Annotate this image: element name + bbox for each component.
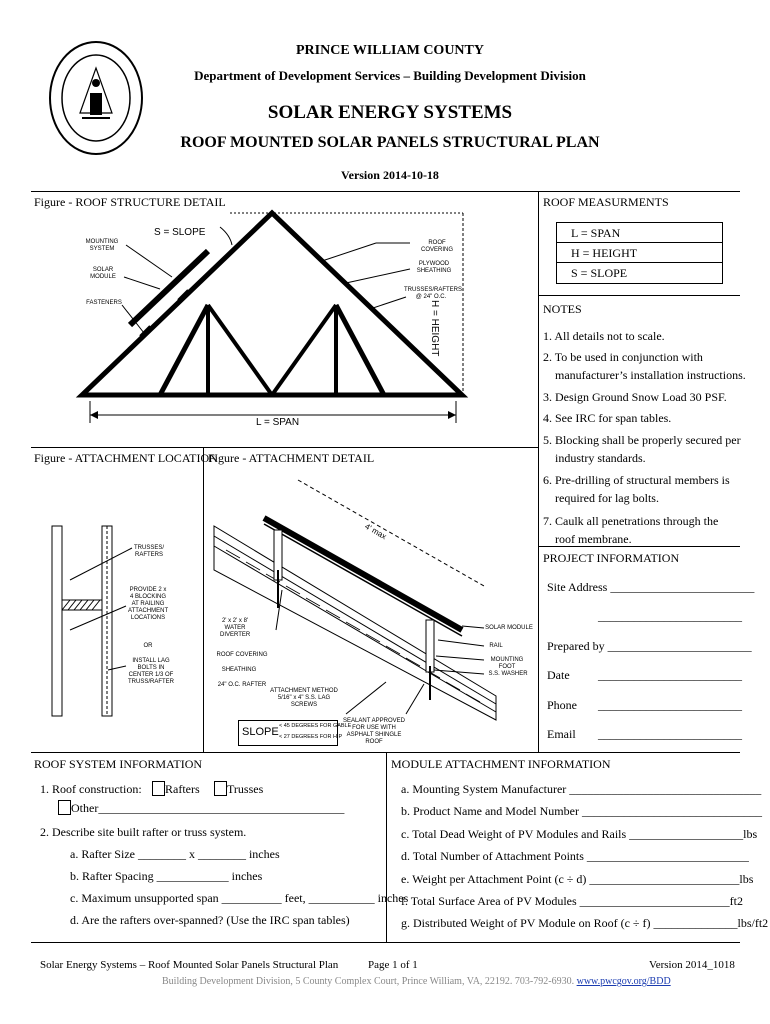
rafter-size-field[interactable]: a. Rafter Size ________ x ________ inches (70, 847, 280, 861)
roof-detail-title: Figure - ROOF STRUCTURE DETAIL (34, 195, 226, 209)
divider (31, 942, 740, 943)
label-trusses-rafters: TRUSSES/RAFTERS @ 24" O.C. (404, 287, 463, 300)
footer-address (162, 976, 671, 987)
rafters-checkbox[interactable] (152, 781, 165, 796)
model-field[interactable]: b. Product Name and Model Number ______________________________ (401, 804, 762, 818)
date-label: Date (547, 668, 570, 682)
roof-system-title: ROOF SYSTEM INFORMATION (34, 757, 203, 771)
phone-label: Phone (547, 698, 577, 712)
surface-area-field[interactable]: f. Total Surface Area of PV Modules _________________________ft2 (401, 894, 744, 908)
label-fasteners: FASTENERS (86, 300, 122, 306)
note-item: 3. Design Ground Snow Load 30 PSF. (543, 390, 727, 404)
note-item: 6. Pre-drilling of structural members is required for lag bolts. (543, 473, 730, 505)
label-lag-bolts: INSTALL LAG BOLTS IN CENTER 1/3 OF TRUSS/RAFTER (128, 658, 175, 685)
measurement-row: S = SLOPE (571, 266, 628, 280)
weight-per-point-field[interactable]: e. Weight per Attachment Point (c ÷ d) _________________________lbs (401, 872, 754, 886)
note-item: 5. Blocking shall be properly secured per industry standards. (543, 433, 741, 465)
attachment-location-title: Figure - ATTACHMENT LOCATION (34, 451, 218, 465)
divider (538, 191, 539, 752)
attachment-points-field[interactable]: d. Total Number of Attachment Points ___________________________ (401, 849, 749, 863)
note-item: 2. To be used in conjunction with manufacturer’s installation instructions. (543, 350, 746, 382)
slope-label: S = SLOPE (154, 227, 206, 238)
divider (203, 447, 204, 752)
county-name: PRINCE WILLIAM COUNTY (296, 43, 484, 58)
label-water-diverter: 2' x 2' x 8' WATER DIVERTER (220, 618, 251, 638)
trusses-checkbox[interactable] (214, 781, 227, 796)
roof-construction-question: 1. Roof construction: (40, 782, 142, 796)
label-mounting-foot: MOUNTING FOOT (490, 657, 524, 670)
measurement-row: L = SPAN (557, 223, 722, 243)
phone-field[interactable]: ________________________ (598, 698, 742, 712)
email-label: Email (547, 727, 576, 741)
email-field[interactable]: ________________________ (598, 727, 742, 741)
dead-weight-field[interactable]: c. Total Dead Weight of PV Modules and Rails ___________________lbs (401, 827, 758, 841)
other-field[interactable]: Other_________________________________________ (71, 801, 345, 815)
label-sheathing: SHEATHING (221, 667, 257, 673)
page-subtitle: ROOF MOUNTED SOLAR PANELS STRUCTURAL PLAN (180, 134, 600, 151)
roof-measurements-title: ROOF MEASURMENTS (543, 195, 669, 209)
site-address-line2[interactable]: ________________________ (598, 609, 742, 623)
slope-hip: < 27 DEGREES FOR HIP (279, 734, 343, 740)
department-name: Department of Development Services – Building Development Division (194, 68, 586, 83)
note-item: 4. See IRC for span tables. (543, 411, 672, 425)
rafter-spacing-field[interactable]: b. Rafter Spacing ____________ inches (70, 869, 263, 883)
date-field[interactable]: ________________________ (598, 668, 742, 682)
label-roof-covering: ROOF COVERING (420, 240, 453, 253)
describe-question: 2. Describe site built rafter or truss system. (40, 825, 247, 839)
divider (31, 447, 538, 448)
footer-title: Solar Energy Systems – Roof Mounted Solar Panels Structural Plan (40, 959, 339, 971)
site-address-field[interactable]: Site Address ________________________ (547, 580, 755, 594)
rafters-label: Rafters (165, 782, 200, 796)
distributed-weight-field[interactable]: g. Distributed Weight of PV Module on Roof (c ÷ f) ______________lbs/ft2 (401, 916, 769, 930)
attachment-detail-title: Figure - ATTACHMENT DETAIL (208, 451, 375, 465)
attachment-location-diagram (40, 520, 200, 720)
label-blocking: PROVIDE 2 x 4 BLOCKING AT RAILING ATTACHMENT LOCATIONS (128, 587, 169, 621)
slope-word: SLOPE (242, 726, 279, 738)
max-label: 4' max (363, 521, 389, 542)
height-label: H = HEIGHT (429, 300, 440, 357)
slope-gable: < 45 DEGREES FOR GABLE (279, 723, 352, 729)
version-label: Version 2014-10-18 (341, 168, 439, 182)
footer-address-text: Building Development Division, 5 County Complex Court, Prince William, VA, 22192. 703-792-6930. (162, 976, 575, 987)
label-attachment-method: ATTACHMENT METHOD 5/16" x 4" S.S. LAG SCREWS (270, 688, 338, 708)
measurement-row: H = HEIGHT (557, 243, 722, 263)
notes-title: NOTES (543, 302, 582, 316)
overspanned-question: d. Are the rafters over-spanned? (Use the IRC span tables) (70, 913, 350, 927)
footer-link[interactable]: www.pwcgov.org/BDD (576, 976, 671, 987)
label-or: OR (143, 643, 153, 649)
note-item: 1. All details not to scale. (543, 329, 665, 343)
unsupported-span-field[interactable]: c. Maximum unsupported span __________ feet, ___________ inches (70, 891, 409, 905)
trusses-label: Trusses (227, 782, 264, 796)
label-solar-module: SOLAR MODULE (90, 267, 116, 280)
module-attachment-title: MODULE ATTACHMENT INFORMATION (391, 757, 611, 771)
divider (386, 752, 387, 942)
label-roof-covering-detail: ROOF COVERING (216, 652, 268, 658)
span-label: L = SPAN (256, 417, 300, 428)
slope-box (238, 720, 352, 746)
label-rafter: 24" O.C. RAFTER (217, 682, 267, 688)
label-solar-module-detail: SOLAR MODULE (485, 625, 533, 631)
label-trusses-rafters-loc: TRUSSES/ RAFTERS (134, 545, 165, 558)
footer-page: Page 1 of 1 (368, 959, 418, 971)
footer-version: Version 2014_1018 (649, 959, 735, 971)
label-mounting-system: MOUNTING SYSTEM (85, 239, 119, 252)
county-seal (46, 38, 146, 158)
other-checkbox[interactable] (58, 800, 71, 815)
attachment-detail-diagram (206, 470, 536, 750)
label-plywood-sheathing: PLYWOOD SHEATHING (416, 261, 452, 274)
project-info-title: PROJECT INFORMATION (543, 551, 680, 565)
note-item: 7. Caulk all penetrations through the roof membrane. (543, 514, 719, 546)
label-rail: RAIL (489, 643, 503, 649)
label-sealant: SEALANT APPROVED FOR USE WITH ASPHALT SHINGLE ROOF (343, 718, 405, 745)
divider (538, 295, 740, 296)
prepared-by-field[interactable]: Prepared by ________________________ (547, 639, 752, 653)
measurements-table (556, 222, 723, 284)
page-title: SOLAR ENERGY SYSTEMS (267, 102, 513, 123)
divider (31, 191, 740, 192)
manufacturer-field[interactable]: a. Mounting System Manufacturer ________________________________ (401, 782, 762, 796)
label-washer: S.S. WASHER (488, 671, 528, 677)
